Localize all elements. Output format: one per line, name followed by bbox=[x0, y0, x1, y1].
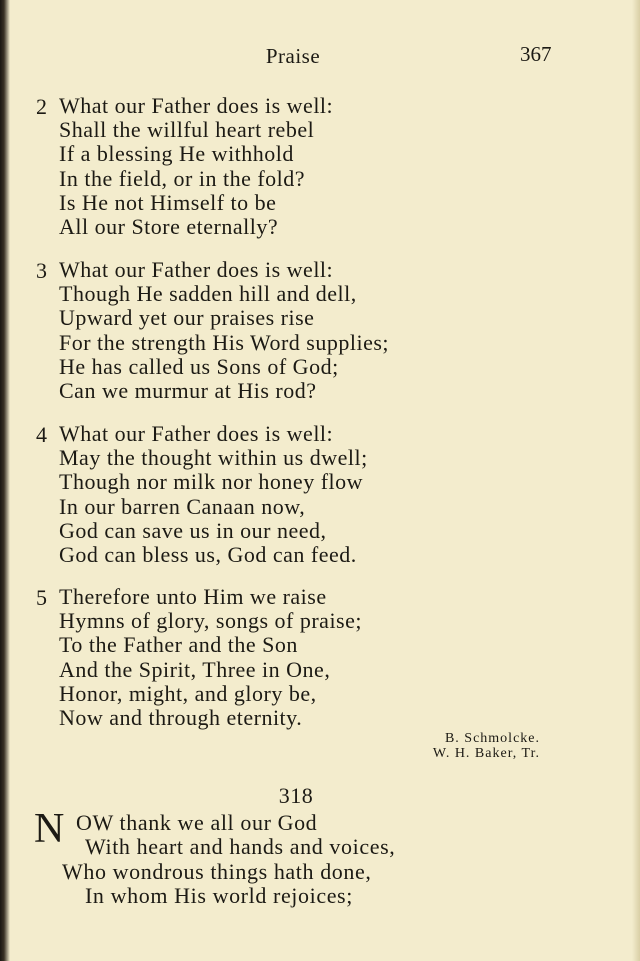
verse-line: Though nor milk nor honey flow bbox=[59, 469, 364, 495]
verse-5 bbox=[36, 585, 362, 730]
page-edge bbox=[632, 0, 640, 961]
verse-line: Honor, might, and glory be, bbox=[59, 680, 317, 706]
hymn-line: OW thank we all our God bbox=[76, 810, 318, 835]
verse-line: In our barren Canaan now, bbox=[59, 493, 306, 519]
verse-2 bbox=[36, 94, 333, 239]
hymn-line: In whom His world rejoices; bbox=[85, 883, 353, 909]
hymn-line: Who wondrous things hath done, bbox=[62, 858, 372, 884]
verse-line: What our Father does is well: bbox=[59, 421, 334, 446]
translator-attribution: W. H. Baker, Tr. bbox=[432, 746, 540, 761]
verse-line: All our Store eternally? bbox=[59, 214, 279, 240]
hymn-line: With heart and hands and voices, bbox=[85, 834, 396, 860]
page-number: 367 bbox=[520, 42, 552, 66]
verse-line: Though He sadden hill and dell, bbox=[59, 281, 357, 307]
verse-line: May the thought within us dwell; bbox=[59, 445, 368, 471]
verse-4 bbox=[36, 422, 368, 567]
verse-line: To the Father and the Son bbox=[59, 632, 298, 658]
verse-line: Is He not Himself to be bbox=[59, 189, 277, 215]
verse-line: Upward yet our praises rise bbox=[59, 305, 315, 331]
verse-line: What our Father does is well: bbox=[59, 93, 334, 118]
running-header-title: Praise bbox=[265, 44, 321, 68]
verse-line: Therefore unto Him we raise bbox=[59, 584, 327, 609]
verse-line: God can bless us, God can feed. bbox=[59, 542, 357, 568]
verse-line: For the strength His Word supplies; bbox=[59, 329, 390, 355]
verse-line: If a blessing He withhold bbox=[59, 141, 294, 167]
author-attribution: B. Schmolcke. bbox=[444, 731, 540, 746]
verse-line: Can we murmur at His rod? bbox=[59, 378, 317, 404]
hymn-number: 318 bbox=[278, 783, 314, 808]
verse-line: Now and through eternity. bbox=[59, 705, 303, 731]
verse-line: In the field, or in the fold? bbox=[59, 165, 306, 191]
verse-number: 2 bbox=[36, 94, 47, 119]
verse-line: And the Spirit, Three in One, bbox=[59, 656, 331, 682]
verse-3 bbox=[36, 258, 389, 403]
verse-line: Hymns of glory, songs of praise; bbox=[59, 608, 362, 634]
hymn-318-verse bbox=[0, 811, 395, 909]
verse-number: 4 bbox=[36, 422, 47, 447]
verse-number: 5 bbox=[36, 585, 47, 610]
verse-line: Shall the willful heart rebel bbox=[59, 117, 315, 143]
verse-number: 3 bbox=[36, 258, 47, 283]
verse-line: He has called us Sons of God; bbox=[59, 353, 339, 379]
verse-line: God can save us in our need, bbox=[59, 517, 327, 543]
drop-cap: N bbox=[34, 806, 65, 852]
verse-line: What our Father does is well: bbox=[59, 257, 334, 282]
